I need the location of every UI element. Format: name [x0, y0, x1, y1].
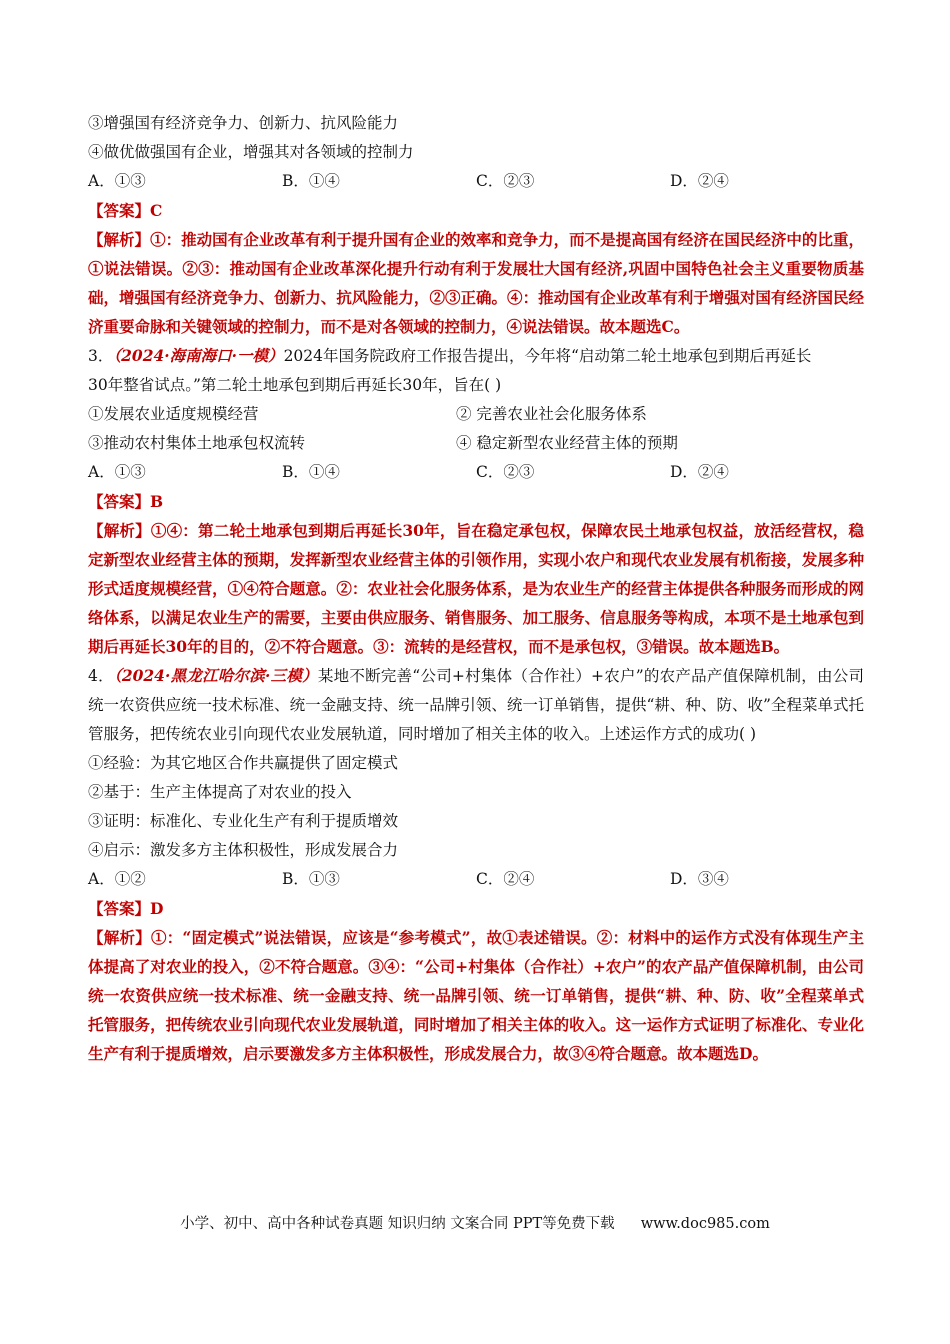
q4-stem-text: 某地不断完善“公司+村集体（合作社）+农户”的农产品产值保障机制，由公司统一农资供应统一技术标准、统一金融支持、统一品牌引领、统一订单销售，提供“耕、种、防、收”全程菜单式托管服务，把传统农业引向现代农业发展轨道，同时增加了相关主体的收入。上述运作方式的成功( ) [88, 667, 864, 743]
q2-answer-tag: 【答案】 [88, 201, 151, 220]
q3-answer-tag: 【答案】 [88, 492, 151, 511]
q4-choice-c: C．②④ [476, 870, 535, 888]
q2-option-3: ③增强国有经济竞争力、创新力、抗风险能力 [88, 114, 399, 132]
q3-choice-a: A．①③ [88, 463, 146, 481]
q4-option-4: ④启示：激发多方主体积极性，形成发展合力 [88, 841, 399, 859]
q3-analysis-tag: 【解析】 [88, 521, 151, 540]
page-footer [0, 1212, 950, 1233]
q3-answer-value: B [150, 492, 164, 511]
q2-choice-c: C．②③ [476, 172, 535, 190]
q3-number: 3． [88, 347, 114, 365]
q4-answer-value: D [150, 899, 164, 918]
q3-options-row2 [88, 429, 864, 458]
q2-analysis-tag: 【解析】 [88, 230, 151, 249]
q2-answer [88, 196, 864, 225]
q4-option-3: ③证明：标准化、专业化生产有利于提质增效 [88, 812, 399, 830]
q3-answer [88, 487, 864, 516]
q4-analysis [88, 923, 864, 1068]
q4-choice-a: A．①② [88, 870, 146, 888]
footer-text: 小学、初中、高中各种试卷真题 知识归纳 文案合同 PPT等免费下载 [180, 1216, 615, 1232]
q4-stem [88, 661, 864, 749]
q4-answer-tag: 【答案】 [88, 899, 151, 918]
q4-source: （2024·黑龙江哈尔滨·三模） [113, 666, 318, 685]
q2-option-4: ④做优做强国有企业，增强其对各领域的控制力 [88, 143, 414, 161]
q4-choice-d: D．③④ [670, 870, 729, 888]
q2-answer-value: C [150, 201, 163, 220]
q4-option-2: ②基于：生产主体提高了对农业的投入 [88, 783, 352, 801]
q4-choice-b: B．①③ [282, 870, 340, 888]
q3-analysis [88, 516, 864, 661]
q2-analysis-text: ①：推动国有企业改革有利于提升国有企业的效率和竞争力，而不是提高国有经济在国民经济中的比重，①说法错误。②③：推动国有企业改革深化提升行动有利于发展壮大国有经济,巩固中国特色社会主义重要物质基础，增强国有经济竞争力、创新力、抗风险能力，②③正确。④：推动国有企业改革有利于增强对国有经济国民经济重要命脉和关键领域的控制力，而不是对各领域的控制力，④说法错误。故本题选C。 [88, 230, 864, 336]
q3-analysis-text: ①④：第二轮土地承包到期后再延长30年，旨在稳定承包权，保障农民土地承包权益，放活经营权，稳定新型农业经营主体的预期，发挥新型农业经营主体的引领作用，实现小农户和现代农业发展有机衔接，发展多种形式适度规模经营，①④符合题意。②：农业社会化服务体系，是为农业生产的经营主体提供各种服务而形成的网络体系，以满足农业生产的需要，主要由供应服务、销售服务、加工服务、信息服务等构成，本项不是土地承包到期后再延长30年的目的，②不符合题意。③：流转的是经营权，而不是承包权，③错误。故本题选B。 [88, 521, 864, 656]
q4-analysis-tag: 【解析】 [88, 928, 151, 947]
q4-analysis-text: ①：“固定模式”说法错误，应该是“参考模式”，故①表述错误。②：材料中的运作方式没有体现生产主体提高了对农业的投入，②不符合题意。③④：“公司+村集体（合作社）+农户”的农产品产值保障机制，由公司统一农资供应统一技术标准、统一金融支持、统一品牌引领、统一订单销售，提供“耕、种、防、收”全程菜单式托管服务，把传统农业引向现代农业发展轨道，同时增加了相关主体的收入。这一运作方式证明了标准化、专业化生产有利于提质增效，启示要激发多方主体积极性，形成发展合力，故③④符合题意。故本题选D。 [88, 928, 864, 1063]
document-content [88, 109, 864, 1068]
q2-analysis [88, 225, 864, 341]
q2-choice-b: B．①④ [282, 172, 340, 190]
q3-source: （2024·海南海口·一模） [113, 346, 284, 365]
q3-option-3: ③推动农村集体土地承包权流转 [88, 434, 306, 452]
q2-choices [88, 167, 864, 196]
q4-number: 4． [88, 667, 114, 685]
q3-choice-d: D．②④ [670, 463, 729, 481]
footer-link[interactable]: www.doc985.com [640, 1216, 770, 1232]
q2-choice-a: A．①③ [88, 172, 146, 190]
q3-options-row1 [88, 400, 864, 429]
q3-option-2: ② 完善农业社会化服务体系 [456, 405, 647, 423]
q3-choice-b: B．①④ [282, 463, 340, 481]
q4-choices [88, 865, 864, 894]
q3-choices [88, 458, 864, 487]
q4-answer [88, 894, 864, 923]
q3-option-1: ①发展农业适度规模经营 [88, 405, 259, 423]
q3-option-4: ④ 稳定新型农业经营主体的预期 [456, 434, 678, 452]
q2-choice-d: D．②④ [670, 172, 729, 190]
q3-choice-c: C．②③ [476, 463, 535, 481]
q4-option-1: ①经验：为其它地区合作共赢提供了固定模式 [88, 754, 399, 772]
q3-stem-text1: 2024年国务院政府工作报告提出，今年将“启动第二轮土地承包到期后再延长 [283, 347, 812, 365]
q3-stem-line1 [88, 341, 864, 371]
q3-stem-line2: 30年整省试点。”第二轮土地承包到期后再延长30年，旨在( ) [88, 376, 502, 394]
